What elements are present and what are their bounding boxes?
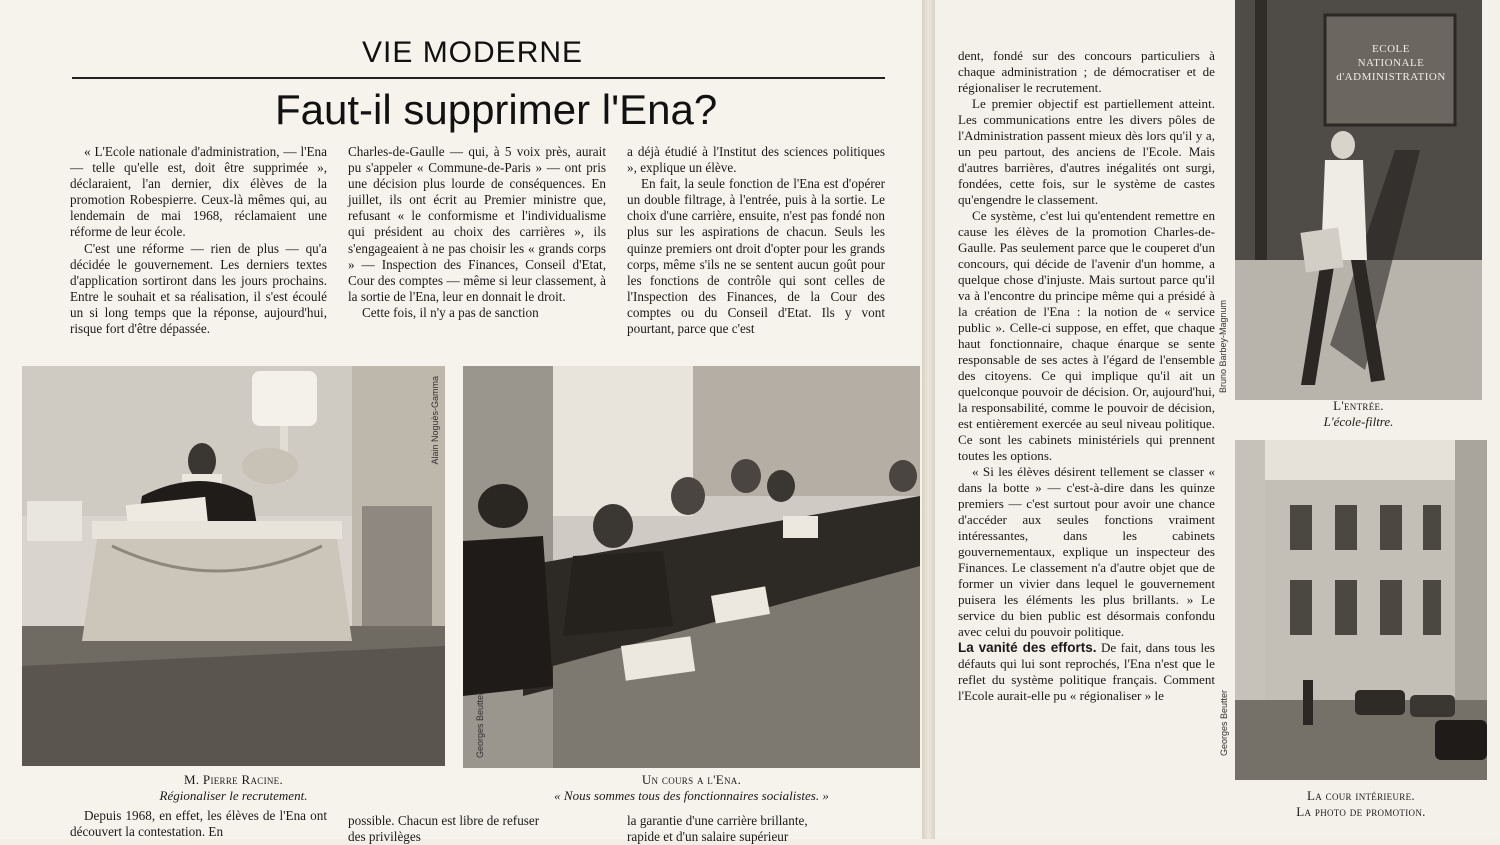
photo-credit: Georges Beutter [475, 691, 485, 758]
photo-classroom [463, 366, 920, 768]
sign-line: d'ADMINISTRATION [1336, 71, 1446, 83]
paragraph: « L'Ecole nationale d'administration, — l'Ena — telle qu'elle est, doit être supprimée », déclaraient, l'an dernier, dix élèves de la promotion Robespierre. Ceux-là mêmes qui, au lendemain de mai 1968, réclamaient une réforme de leur école. [70, 144, 327, 240]
photo-caption [463, 772, 920, 804]
paragraph: Depuis 1968, en effet, les élèves de l'Ena ont découvert la contestation. En [70, 808, 327, 840]
text-column-1 [70, 144, 327, 337]
paragraph: possible. Chacun est libre de refuser [348, 813, 540, 828]
caption-title: Un cours a l'Ena. [641, 772, 742, 787]
text-column-3 [627, 144, 885, 337]
school-sign [1330, 42, 1452, 84]
photo-credit: Alain Noguès-Gamma [430, 376, 440, 465]
paragraph: des privilèges [348, 829, 421, 845]
paragraph [958, 640, 1215, 704]
sign-line: NATIONALE [1357, 57, 1425, 69]
article-headline: Faut-il supprimer l'Ena? [275, 86, 718, 133]
subheading: La vanité des efforts. [958, 640, 1097, 655]
bottom-text-column-1 [70, 808, 327, 840]
caption-subtitle: L'école-filtre. [1323, 414, 1394, 429]
bottom-text-column-3 [627, 813, 885, 845]
paragraph: rapide et d'un salaire supérieur [627, 829, 789, 845]
office-photo-image [22, 366, 445, 766]
caption-subtitle: La photo de promotion. [1296, 804, 1426, 819]
classroom-photo-image [463, 366, 920, 768]
caption-title: La cour intérieure. [1307, 788, 1415, 803]
photo-caption [22, 772, 445, 804]
page-gutter [922, 0, 935, 839]
section-rubric: VIE MODERNE [362, 36, 584, 69]
paragraph: dent, fondé sur des concours particuliers à chaque administration ; de démocratiser et de régionaliser le recrutement. [958, 48, 1215, 95]
photo-caption [1235, 788, 1487, 820]
rubric-rule [72, 77, 885, 79]
right-text-column [958, 48, 1215, 704]
paragraph-text: De fait, dans tous les défauts qui lui sont reprochés, l'Ena n'est que le reflet du système politique français. Comment l'Ecole aurait-elle pu « régionaliser » le [958, 640, 1215, 703]
caption-subtitle: « Nous sommes tous des fonctionnaires socialistes. » [554, 788, 829, 803]
photo-credit: Bruno Barbey-Magnum [1218, 300, 1228, 394]
photo-pierre-racine [22, 366, 445, 766]
paragraph: En fait, la seule fonction de l'Ena est d'opérer un double filtrage, à l'entrée, puis à la sortie. Le choix d'une carrière, ensuite, n'est pas fondé non plus sur les aspirations de chacun. Seuls les quinze premiers ont droit d'opter pour les grands corps, même s'ils ne se sentent aucun goût pour les fonctions de contrôle qui sont celles de l'Inspection des Finances, de la Cour des comptes ou du Conseil d'Etat. Ils y vont pourtant, parce que c'est [627, 176, 885, 337]
caption-title: M. Pierre Racine. [183, 772, 284, 787]
sign-line: ECOLE [1372, 43, 1410, 55]
text-column-2 [348, 144, 606, 321]
courtyard-photo-image [1235, 440, 1487, 780]
paragraph: Charles-de-Gaulle — qui, à 5 voix près, aurait pu s'appeler « Commune-de-Paris » — ont pris une décision plus lourde de conséquences. En juillet, ils ont écrit au Premier ministre que, refusant « le conformisme et l'individualisme qui président au choix des carrières », ils s'engageaient à ne pas choisir les « grands corps » — Inspection des Finances, Conseil d'Etat, Cour des comptes — même si leur classement, à la sortie de l'Ena, leur en donnait le droit. [348, 144, 606, 304]
paragraph: Ce système, c'est lui qu'entendent remettre en cause les élèves de la promotion Charles-de-Gaulle. Pas seulement parce que le couperet d'un concours, qui décide de l'avenir d'un homme, a quelque chose d'injuste. Mais surtout parce qu'il va à l'encontre du principe même qui a présidé à la création de l'Ena : la notion de « service public ». Celle-ci suppose, en effet, que chaque haut fonctionnaire, chaque énarque se sente responsable de ses actes à l'égard de l'ensemble des citoyens. Ce qui implique qu'il ait un quelconque pouvoir de décision. Or, aujourd'hui, la responsabilité, comme le pouvoir de décision, est entièrement exercée au seul niveau politique. Ce sont les cabinets ministériels qui prennent toutes les options. [958, 208, 1215, 463]
paragraph: la garantie d'une carrière brillante, [627, 813, 808, 828]
caption-subtitle: Régionaliser le recrutement. [159, 788, 308, 803]
photo-entrance [1235, 0, 1482, 400]
paragraph: C'est une réforme — rien de plus — qu'a décidée le gouvernement. Les derniers textes d'application sortiront dans les jours prochains. Entre le souhait et sa réalisation, il s'est écoulé un si long temps que la réponse, aujourd'hui, risque fort d'être dépassée. [70, 240, 327, 337]
paragraph: a déjà étudié à l'Institut des sciences politiques », explique un élève. [627, 144, 885, 176]
paragraph: Le premier objectif est partiellement atteint. Les communications entre les divers pôles de l'Administration passent mieux dès lors qu'il y a, un peu partout, des anciens de l'Ecole. Mais d'autres barrières, d'autres inégalités ont surgi, fondées, cette fois, sur le système de castes qu'engendre le classement. [958, 96, 1215, 207]
paragraph: « Si les élèves désirent tellement se classer « dans la botte » — c'est-à-dire dans les quinze premiers — c'est surtout pour avoir une chance d'accéder aux seules fonctions vraiment intéressantes, dans les cabinets gouvernementaux, explique un inspecteur des Finances. Le classement n'a d'autre objet que de former un vivier dans lequel le gouvernement puisera les éléments les plus brillants. » Le service du bien public est désormais confondu avec celui du pouvoir politique. [958, 464, 1215, 639]
photo-caption [1235, 398, 1482, 430]
photo-courtyard [1219, 440, 1487, 780]
caption-title: L'entrée. [1333, 398, 1384, 413]
photo-credit: Georges Beutter [1219, 690, 1229, 757]
bottom-text-column-2 [348, 813, 606, 845]
paragraph: Cette fois, il n'y a pas de sanction [362, 304, 539, 320]
